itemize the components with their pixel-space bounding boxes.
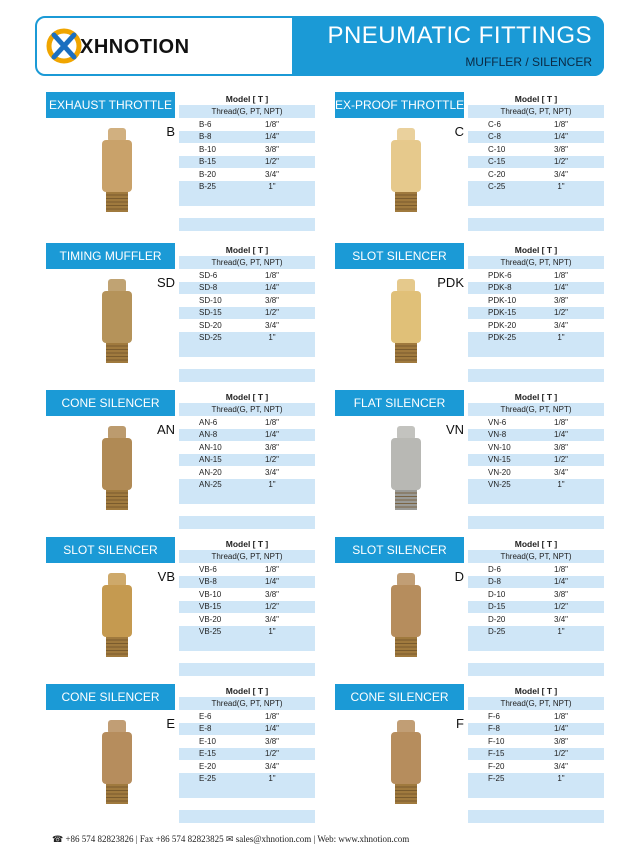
- thread-size-cell: 1/4": [265, 577, 279, 587]
- table-row: [468, 479, 604, 492]
- model-cell: SD-20: [199, 320, 222, 330]
- table-row: [468, 466, 604, 479]
- thread-size-cell: 3/4": [265, 169, 279, 179]
- spec-table: [468, 684, 604, 823]
- section-label: SLOT SILENCER: [335, 537, 464, 563]
- model-cell: SD-10: [199, 295, 222, 305]
- model-cell: VN-8: [488, 430, 507, 440]
- table-row-empty: [468, 491, 604, 504]
- thread-size-cell: 1/2": [554, 602, 568, 612]
- thread-size-cell: 3/4": [265, 467, 279, 477]
- thread-size-cell: 1/8": [554, 417, 568, 427]
- model-cell: VN-20: [488, 467, 511, 477]
- thread-size-cell: 3/8": [265, 295, 279, 305]
- table-row: [179, 332, 315, 345]
- table-row-empty: [468, 810, 604, 823]
- section-label: EX-PROOF THROTTLE: [335, 92, 464, 118]
- table-row: [468, 735, 604, 748]
- thread-size-cell: 3/8": [554, 442, 568, 452]
- table-row: [468, 319, 604, 332]
- thread-size-cell: 1/2": [265, 308, 279, 318]
- table-row-empty: [179, 638, 315, 651]
- thread-size-cell: 3/8": [265, 589, 279, 599]
- model-cell: VB-20: [199, 614, 222, 624]
- table-header-model: Model [ T ]: [179, 684, 315, 697]
- model-cell: C-6: [488, 119, 501, 129]
- table-header-model: Model [ T ]: [468, 243, 604, 256]
- model-cell: AN-20: [199, 467, 222, 477]
- table-header-thread: Thread(G, PT, NPT): [179, 256, 315, 269]
- thread-size-cell: 1/8": [265, 711, 279, 721]
- model-cell: D-25: [488, 627, 506, 637]
- product-section: [335, 92, 605, 220]
- section-label: CONE SILENCER: [46, 390, 175, 416]
- model-cell: PDK-15: [488, 308, 517, 318]
- model-cell: F-15: [488, 749, 505, 759]
- model-cell: PDK-8: [488, 283, 512, 293]
- thread-size-cell: 1/8": [265, 270, 279, 280]
- table-row-empty: [179, 810, 315, 823]
- section-label: CONE SILENCER: [335, 684, 464, 710]
- product-photo-icon: [68, 718, 166, 808]
- product-photo-icon: [357, 718, 455, 808]
- spec-table: [468, 390, 604, 529]
- page-title: PNEUMATIC FITTINGS: [327, 22, 592, 49]
- model-cell: E-10: [199, 736, 216, 746]
- thread-size-cell: 1/2": [554, 455, 568, 465]
- spec-table: [179, 684, 315, 823]
- thread-size-cell: 3/4": [265, 320, 279, 330]
- table-row: [179, 131, 315, 144]
- section-label: FLAT SILENCER: [335, 390, 464, 416]
- table-row-empty: [179, 516, 315, 529]
- section-code: PDK: [437, 275, 464, 290]
- table-header-model: Model [ T ]: [179, 243, 315, 256]
- section-code: AN: [156, 422, 175, 437]
- model-cell: AN-15: [199, 455, 222, 465]
- model-cell: D-20: [488, 614, 506, 624]
- product-section: [46, 92, 316, 220]
- product-section: [335, 684, 605, 812]
- model-cell: C-25: [488, 182, 506, 192]
- product-photo-icon: [357, 126, 455, 216]
- thread-size-cell: 1/8": [265, 119, 279, 129]
- product-photo-icon: [357, 424, 455, 514]
- table-row: [468, 168, 604, 181]
- model-cell: AN-10: [199, 442, 222, 452]
- table-row: [468, 307, 604, 320]
- table-header-model: Model [ T ]: [468, 537, 604, 550]
- model-cell: B-10: [199, 144, 216, 154]
- model-cell: B-25: [199, 182, 216, 192]
- thread-size-cell: 1": [268, 182, 276, 192]
- model-cell: F-25: [488, 774, 505, 784]
- table-header-thread: Thread(G, PT, NPT): [179, 105, 315, 118]
- table-header-thread: Thread(G, PT, NPT): [468, 105, 604, 118]
- thread-size-cell: 1/4": [554, 283, 568, 293]
- table-row: [468, 723, 604, 736]
- model-cell: F-10: [488, 736, 505, 746]
- thread-size-cell: 1/8": [554, 564, 568, 574]
- product-section: [335, 537, 605, 665]
- model-cell: C-15: [488, 157, 506, 167]
- model-cell: PDK-6: [488, 270, 512, 280]
- product-photo-icon: [68, 424, 166, 514]
- model-cell: VN-6: [488, 417, 507, 427]
- table-header-thread: Thread(G, PT, NPT): [468, 550, 604, 563]
- page-subtitle: MUFFLER / SILENCER: [465, 55, 592, 69]
- model-cell: VB-15: [199, 602, 222, 612]
- thread-size-cell: 1/4": [554, 430, 568, 440]
- brand-name: XHNOTION: [80, 36, 190, 58]
- model-cell: VN-10: [488, 442, 511, 452]
- table-row: [179, 588, 315, 601]
- thread-size-cell: 1": [557, 480, 565, 490]
- product-section: [335, 243, 605, 371]
- model-cell: PDK-20: [488, 320, 517, 330]
- thread-size-cell: 3/8": [554, 295, 568, 305]
- model-cell: D-10: [488, 589, 506, 599]
- table-row-empty: [179, 218, 315, 231]
- model-cell: VB-10: [199, 589, 222, 599]
- table-row: [468, 613, 604, 626]
- spec-table: [179, 243, 315, 382]
- table-header-thread: Thread(G, PT, NPT): [468, 697, 604, 710]
- table-row-empty: [468, 516, 604, 529]
- thread-size-cell: 1": [268, 627, 276, 637]
- section-code: C: [454, 124, 464, 139]
- thread-size-cell: 3/8": [265, 442, 279, 452]
- table-row-empty: [468, 357, 604, 370]
- product-section: [46, 537, 316, 665]
- model-cell: D-8: [488, 577, 501, 587]
- model-cell: B-8: [199, 132, 212, 142]
- model-cell: D-15: [488, 602, 506, 612]
- model-cell: SD-8: [199, 283, 218, 293]
- table-row: [468, 269, 604, 282]
- table-row-empty: [179, 193, 315, 206]
- table-row: [468, 181, 604, 194]
- thread-size-cell: 1/2": [554, 749, 568, 759]
- model-cell: VB-8: [199, 577, 217, 587]
- thread-size-cell: 1/2": [265, 455, 279, 465]
- table-row: [179, 466, 315, 479]
- table-row: [179, 479, 315, 492]
- model-cell: E-6: [199, 711, 212, 721]
- product-photo-icon: [357, 571, 455, 661]
- model-cell: D-6: [488, 564, 501, 574]
- table-row-empty: [468, 369, 604, 382]
- model-cell: F-8: [488, 724, 500, 734]
- model-cell: E-25: [199, 774, 216, 784]
- table-row-empty: [179, 785, 315, 798]
- section-label: CONE SILENCER: [46, 684, 175, 710]
- table-row-empty: [468, 663, 604, 676]
- section-code: E: [166, 716, 175, 731]
- thread-size-cell: 1/4": [265, 430, 279, 440]
- thread-size-cell: 1/4": [265, 283, 279, 293]
- table-row-empty: [468, 798, 604, 811]
- table-row: [179, 601, 315, 614]
- table-row: [179, 168, 315, 181]
- thread-size-cell: 1": [268, 333, 276, 343]
- table-row-empty: [179, 798, 315, 811]
- model-cell: VN-15: [488, 455, 511, 465]
- model-cell: AN-25: [199, 480, 222, 490]
- section-code: VB: [157, 569, 175, 584]
- model-cell: E-15: [199, 749, 216, 759]
- thread-size-cell: 1/4": [554, 132, 568, 142]
- model-cell: VB-6: [199, 564, 217, 574]
- thread-size-cell: 3/4": [554, 169, 568, 179]
- thread-size-cell: 3/4": [265, 614, 279, 624]
- table-header-model: Model [ T ]: [468, 684, 604, 697]
- thread-size-cell: 1/8": [554, 270, 568, 280]
- table-row-empty: [468, 504, 604, 517]
- model-cell: C-8: [488, 132, 501, 142]
- model-cell: VN-25: [488, 480, 511, 490]
- table-row: [179, 563, 315, 576]
- thread-size-cell: 1/2": [265, 602, 279, 612]
- table-row-empty: [468, 193, 604, 206]
- table-row: [468, 441, 604, 454]
- section-label: SLOT SILENCER: [46, 537, 175, 563]
- table-row: [468, 131, 604, 144]
- thread-size-cell: 3/8": [554, 144, 568, 154]
- product-section: [335, 390, 605, 518]
- model-cell: PDK-25: [488, 333, 517, 343]
- model-cell: AN-8: [199, 430, 218, 440]
- table-row-empty: [468, 344, 604, 357]
- table-row-empty: [179, 369, 315, 382]
- table-row: [179, 429, 315, 442]
- thread-size-cell: 1/8": [265, 564, 279, 574]
- model-cell: B-6: [199, 119, 212, 129]
- thread-size-cell: 3/8": [554, 736, 568, 746]
- product-section: [46, 684, 316, 812]
- thread-size-cell: 1": [557, 627, 565, 637]
- table-row: [468, 118, 604, 131]
- thread-size-cell: 1/8": [554, 119, 568, 129]
- section-code: F: [456, 716, 464, 731]
- table-row: [179, 454, 315, 467]
- section-label: SLOT SILENCER: [335, 243, 464, 269]
- table-row: [179, 710, 315, 723]
- table-row: [468, 748, 604, 761]
- spec-table: [468, 243, 604, 382]
- table-row: [468, 156, 604, 169]
- thread-size-cell: 3/8": [265, 144, 279, 154]
- thread-size-cell: 3/8": [265, 736, 279, 746]
- table-row: [468, 332, 604, 345]
- product-photo-icon: [68, 277, 166, 367]
- table-row: [179, 118, 315, 131]
- section-code: D: [454, 569, 464, 584]
- table-row-empty: [468, 218, 604, 231]
- model-cell: SD-15: [199, 308, 222, 318]
- table-header-thread: Thread(G, PT, NPT): [179, 697, 315, 710]
- table-row: [468, 143, 604, 156]
- table-row: [179, 735, 315, 748]
- model-cell: C-20: [488, 169, 506, 179]
- table-row: [468, 626, 604, 639]
- thread-size-cell: 1/8": [265, 417, 279, 427]
- thread-size-cell: 3/4": [554, 614, 568, 624]
- thread-size-cell: 1/2": [554, 308, 568, 318]
- table-row-empty: [468, 651, 604, 664]
- table-row: [179, 441, 315, 454]
- table-row: [468, 760, 604, 773]
- model-cell: B-20: [199, 169, 216, 179]
- table-row: [468, 773, 604, 786]
- table-header-thread: Thread(G, PT, NPT): [468, 403, 604, 416]
- thread-size-cell: 3/4": [554, 467, 568, 477]
- spec-table: [179, 537, 315, 676]
- table-row: [179, 294, 315, 307]
- model-cell: E-8: [199, 724, 212, 734]
- spec-table: [179, 92, 315, 231]
- thread-size-cell: 1/4": [554, 724, 568, 734]
- thread-size-cell: 1/2": [554, 157, 568, 167]
- model-cell: C-10: [488, 144, 506, 154]
- table-row: [468, 282, 604, 295]
- thread-size-cell: 3/4": [554, 761, 568, 771]
- model-cell: F-6: [488, 711, 500, 721]
- table-row-empty: [468, 206, 604, 219]
- product-photo-icon: [68, 571, 166, 661]
- table-row-empty: [468, 638, 604, 651]
- product-photo-icon: [68, 126, 166, 216]
- model-cell: SD-25: [199, 333, 222, 343]
- section-code: VN: [445, 422, 464, 437]
- table-row: [179, 143, 315, 156]
- thread-size-cell: 1": [557, 774, 565, 784]
- model-cell: PDK-10: [488, 295, 517, 305]
- table-header-model: Model [ T ]: [468, 92, 604, 105]
- table-row-empty: [179, 206, 315, 219]
- table-row: [468, 601, 604, 614]
- table-row: [468, 416, 604, 429]
- table-header-model: Model [ T ]: [179, 537, 315, 550]
- model-cell: AN-6: [199, 417, 218, 427]
- table-row: [179, 723, 315, 736]
- table-row-empty: [179, 357, 315, 370]
- table-row: [179, 282, 315, 295]
- thread-size-cell: 1/4": [265, 132, 279, 142]
- model-cell: SD-6: [199, 270, 218, 280]
- table-header-thread: Thread(G, PT, NPT): [179, 550, 315, 563]
- thread-size-cell: 3/4": [554, 320, 568, 330]
- model-cell: B-15: [199, 157, 216, 167]
- thread-size-cell: 1": [268, 774, 276, 784]
- table-row: [468, 588, 604, 601]
- table-row: [468, 576, 604, 589]
- table-row: [179, 319, 315, 332]
- table-row: [468, 710, 604, 723]
- section-code: B: [166, 124, 175, 139]
- table-row: [468, 563, 604, 576]
- thread-size-cell: 1": [268, 480, 276, 490]
- spec-table: [468, 92, 604, 231]
- table-row: [179, 181, 315, 194]
- section-label: TIMING MUFFLER: [46, 243, 175, 269]
- table-row: [468, 294, 604, 307]
- thread-size-cell: 3/4": [265, 761, 279, 771]
- product-photo-icon: [357, 277, 455, 367]
- table-row: [468, 429, 604, 442]
- footer-contact: ☎ +86 574 82823826 | Fax +86 574 82823825 ✉ sales@xhnotion.com | Web: www.xhnotion.com: [52, 834, 410, 844]
- table-header-model: Model [ T ]: [468, 390, 604, 403]
- table-row-empty: [179, 663, 315, 676]
- thread-size-cell: 3/8": [554, 589, 568, 599]
- thread-size-cell: 1/4": [554, 577, 568, 587]
- table-header-model: Model [ T ]: [179, 92, 315, 105]
- product-section: [46, 390, 316, 518]
- table-row-empty: [179, 504, 315, 517]
- table-header-thread: Thread(G, PT, NPT): [468, 256, 604, 269]
- table-row: [179, 626, 315, 639]
- table-row: [179, 748, 315, 761]
- section-label: EXHAUST THROTTLE: [46, 92, 175, 118]
- table-row: [179, 576, 315, 589]
- model-cell: F-20: [488, 761, 505, 771]
- table-row: [179, 773, 315, 786]
- table-row: [179, 416, 315, 429]
- thread-size-cell: 1": [557, 333, 565, 343]
- table-row-empty: [179, 491, 315, 504]
- table-row: [179, 269, 315, 282]
- table-row: [179, 760, 315, 773]
- section-code: SD: [156, 275, 175, 290]
- thread-size-cell: 1/2": [265, 157, 279, 167]
- thread-size-cell: 1/4": [265, 724, 279, 734]
- table-row: [468, 454, 604, 467]
- spec-table: [468, 537, 604, 676]
- thread-size-cell: 1/8": [554, 711, 568, 721]
- model-cell: E-20: [199, 761, 216, 771]
- table-row: [179, 307, 315, 320]
- model-cell: VB-25: [199, 627, 222, 637]
- table-row-empty: [179, 651, 315, 664]
- table-header-model: Model [ T ]: [179, 390, 315, 403]
- spec-table: [179, 390, 315, 529]
- table-row-empty: [179, 344, 315, 357]
- table-row: [179, 613, 315, 626]
- thread-size-cell: 1/2": [265, 749, 279, 759]
- table-row: [179, 156, 315, 169]
- product-section: [46, 243, 316, 371]
- table-header-thread: Thread(G, PT, NPT): [179, 403, 315, 416]
- table-row-empty: [468, 785, 604, 798]
- thread-size-cell: 1": [557, 182, 565, 192]
